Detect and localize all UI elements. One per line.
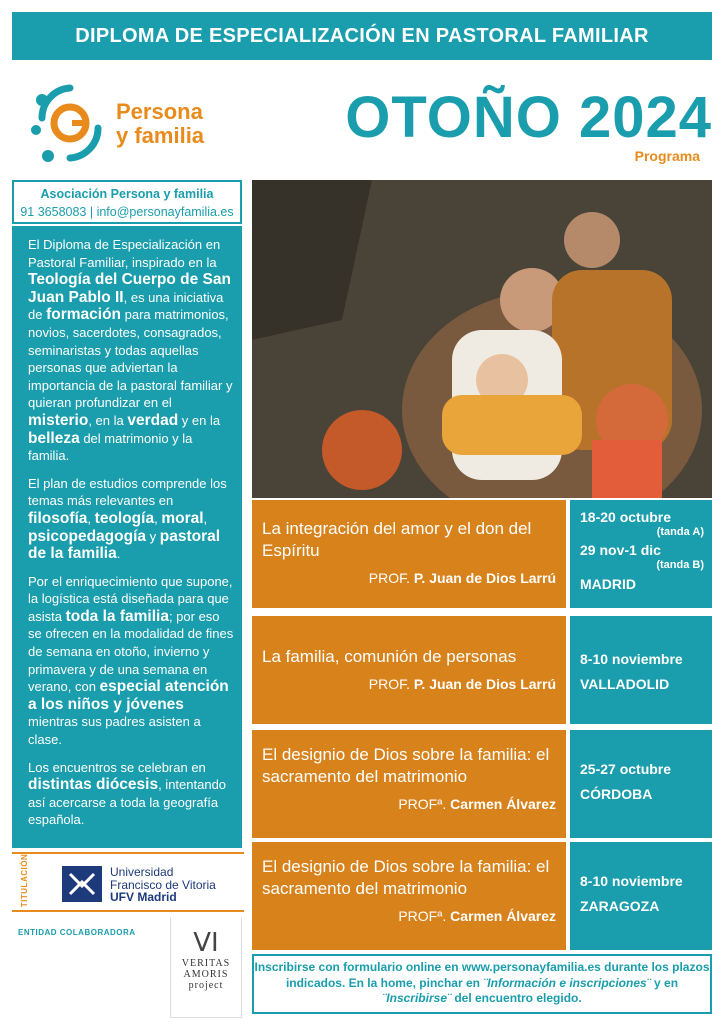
session-title: La integración del amor y el don del Espíritu xyxy=(262,519,532,560)
persona-y-familia-logo xyxy=(28,78,248,168)
logo-line2: y familia xyxy=(116,123,205,148)
session-tanda: (tanda A) xyxy=(656,526,704,538)
session-professor: PROF. P. Juan de Dios Larrú xyxy=(368,570,556,586)
session-date: 18-20 octubre xyxy=(580,509,672,525)
session-city: MADRID xyxy=(580,576,636,592)
season-title: OTOÑO 2024 xyxy=(345,85,712,150)
registration-note: Inscribirse con formulario online en www.personayfamilia.es durante los plazos indicados. En la home, pinchar en ¨Información e inscripciones¨ y en ¨Inscribirse¨ del encuentro elegido. xyxy=(252,954,712,1014)
description-paragraph xyxy=(28,759,236,829)
session-city: CÓRDOBA xyxy=(580,786,653,802)
session-city: VALLADOLID xyxy=(580,676,670,692)
body-text: Por el enriquecimiento que supone, la logística está diseñada para que asista xyxy=(28,573,233,624)
session-title: La familia, comunión de personas xyxy=(262,647,517,666)
contact-details: 91 3658083 | info@personayfamilia.es xyxy=(20,205,234,219)
body-text: , xyxy=(203,510,208,526)
logo-mark-icon xyxy=(28,78,112,168)
session-date: 25-27 octubre xyxy=(580,761,672,777)
body-text: , xyxy=(87,510,95,526)
body-text: ; por eso se ofrecen en la modalidad de fines de semana en otoño, invierno y primavera y de una semana en verano, con xyxy=(28,608,234,695)
session-professor: PROFª. Carmen Álvarez xyxy=(398,908,556,924)
ufv-logo-icon xyxy=(62,866,102,902)
session-professor: PROFª. Carmen Álvarez xyxy=(398,796,556,812)
season-subtitle: Programa xyxy=(634,148,700,164)
emphasis-text: verdad xyxy=(127,411,179,429)
session-date: 29 nov-1 dic xyxy=(580,542,661,558)
body-text: . xyxy=(116,546,121,562)
emphasis-text: belleza xyxy=(28,429,80,447)
session-date: 8-10 noviembre xyxy=(580,651,683,667)
contact-name: Asociación Persona y familia xyxy=(40,187,214,201)
page-banner xyxy=(12,12,712,60)
body-text: El plan de estudios comprende los temas más relevantes en xyxy=(28,475,227,509)
emphasis-text: distintas diócesis xyxy=(28,776,159,794)
session-title: El designio de Dios sobre la familia: el sacramento del matrimonio xyxy=(262,745,550,786)
veritas-line2: AMORIS xyxy=(183,969,229,980)
inscribirse-link-text: ¨Inscribirse¨ xyxy=(382,991,451,1005)
emphasis-text: toda la familia xyxy=(65,607,169,625)
emphasis-text: misterio xyxy=(28,411,89,429)
emphasis-text: Teología del Cuerpo de San Juan Pablo II xyxy=(28,271,231,306)
contact-box xyxy=(12,180,242,224)
body-text: y xyxy=(146,528,160,544)
session-tanda: (tanda B) xyxy=(656,559,704,571)
logo-line1: Persona xyxy=(116,99,203,124)
session-row xyxy=(252,842,712,950)
university-line1: Universidad xyxy=(110,865,174,879)
family-photo xyxy=(252,180,712,498)
session-title: El designio de Dios sobre la familia: el sacramento del matrimonio xyxy=(262,857,550,898)
colaboradora-label: ENTIDAD COLABORADORA xyxy=(18,928,136,937)
body-text: y en la xyxy=(178,412,221,428)
emphasis-text: psicopedagogía xyxy=(28,527,146,545)
veritas-line1: VERITAS xyxy=(181,958,231,969)
body-text: mientras sus padres asisten a clase. xyxy=(28,714,201,748)
session-city: ZARAGOZA xyxy=(580,898,660,914)
emphasis-text: teología xyxy=(94,509,155,527)
emphasis-text: moral xyxy=(161,509,204,527)
emphasis-text: pastoral de la familia xyxy=(28,527,221,563)
info-link-text: ¨Información e inscripciones¨ xyxy=(483,975,651,990)
session-date: 8-10 noviembre xyxy=(580,873,683,889)
body-text: Los encuentros se celebran en xyxy=(28,759,206,775)
body-text: del matrimonio y la familia. xyxy=(28,430,193,464)
body-text: , intentando así acercarse a toda la geografía española. xyxy=(28,777,227,828)
body-text: , en la xyxy=(88,412,128,428)
titulacion-block xyxy=(12,852,244,912)
banner-title: DIPLOMA DE ESPECIALIZACIÓN EN PASTORAL FAMILIAR xyxy=(75,24,649,47)
description-paragraph xyxy=(28,573,236,749)
university-line3: UFV Madrid xyxy=(110,890,177,904)
veritas-amoris-logo xyxy=(170,918,242,1018)
body-text: , es una iniciativa de xyxy=(28,289,224,323)
session-professor: PROF. P. Juan de Dios Larrú xyxy=(368,676,556,692)
emphasis-text: formación xyxy=(46,306,122,324)
session-row xyxy=(252,616,712,724)
emphasis-text: especial atención a los niños y jóvenes xyxy=(28,678,229,713)
emphasis-text: filosofía xyxy=(28,509,88,527)
body-text: , xyxy=(154,510,162,526)
session-row xyxy=(252,730,712,838)
description-paragraph xyxy=(28,236,236,465)
university-line2: Francisco de Vitoria xyxy=(110,877,216,892)
description-panel xyxy=(12,226,242,848)
body-text: para matrimonios, novios, sacerdotes, consagrados, seminaristas y todas aquellas personas que adviertan la importancia de la pastoral familiar y quieran profundizar en el xyxy=(28,307,233,411)
veritas-line3: project xyxy=(188,980,224,991)
description-paragraph xyxy=(28,475,236,563)
titulacion-label: TITULACIÓN xyxy=(20,853,30,908)
body-text: El Diploma de Especialización en Pastoral Familiar, inspirado en la xyxy=(28,237,221,270)
session-row xyxy=(252,500,712,608)
veritas-mark-icon: ⅤⅠ xyxy=(193,928,219,957)
